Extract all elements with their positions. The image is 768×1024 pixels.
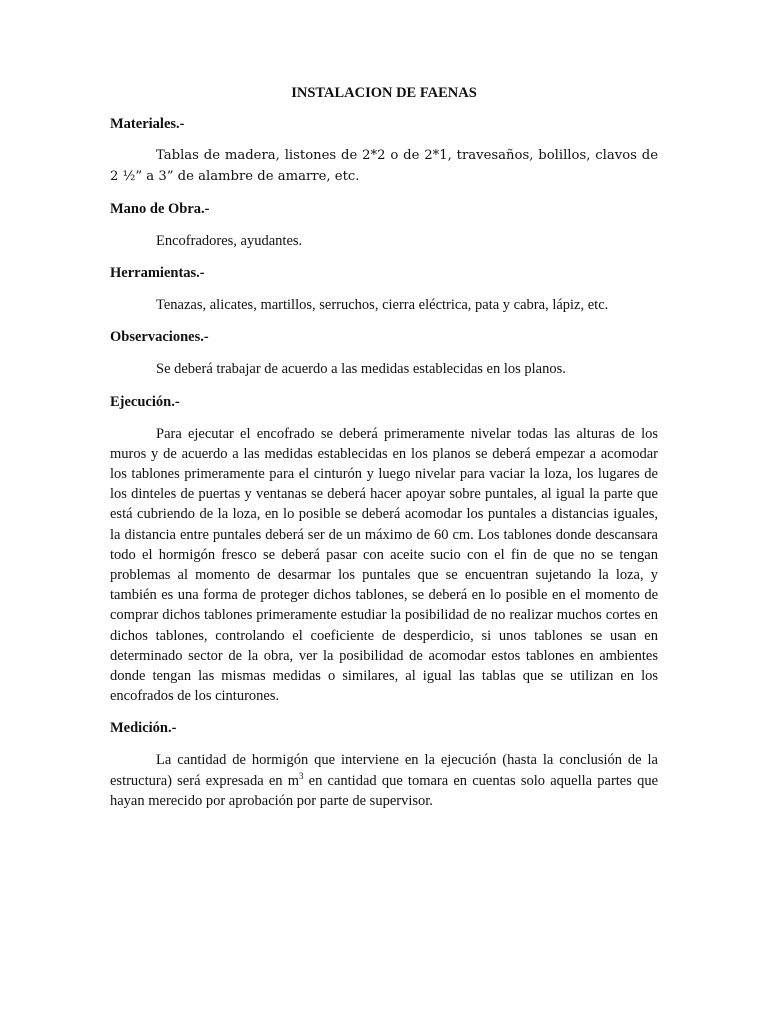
section-heading-materiales: Materiales.- (110, 116, 185, 132)
section-heading-ejecucion: Ejecución.- (110, 393, 180, 410)
section-heading-medicion: Medición.- (110, 720, 177, 737)
document-title: INSTALACION DE FAENAS (291, 85, 477, 101)
section-body-observaciones: Se deberá trabajar de acuerdo a las medidas establecidas en los planos. (156, 361, 566, 378)
section-body-medicion (110, 750, 658, 811)
section-heading-observaciones: Observaciones.- (110, 329, 209, 346)
cubic-superscript: 3 (298, 770, 304, 781)
section-heading-mano-de-obra: Mano de Obra.- (110, 201, 210, 217)
section-body-mano-de-obra: Encofradores, ayudantes. (156, 233, 303, 249)
section-body-materiales: Tablas de madera, listones de 2*2 o de 2*1, travesaños, bolillos, clavos de 2 ½” a 3” de alambre de amarre, etc. (110, 148, 658, 184)
section-body-ejecucion: Para ejecutar el encofrado se deberá primeramente nivelar todas las alturas de los muros y de acuerdo a las medidas establecidas en los planos se deberá empezar a acomodar los tablones primeramente para el cinturón y luego nivelar para vaciar la loza, los lugares de los dinteles de puertas y ventanas se deberá hacer apoyar sobre puntales, al igual la parte que está cubriendo de la loza, en lo posible se deberá acomodar los puntales a distancias iguales, la distancia entre puntales deberá ser de un máximo de 60 cm. Los tablones donde descansara todo el hormigón fresco se deberá pasar con aceite sucio con el fin de que no se tengan problemas al momento de desarmar los puntales que se encuentran sujetando la loza, y también es una forma de proteger dichos tablones, se deberá en lo posible en el momento de comprar dichos tablones primeramente estudiar la posibilidad de no realizar muchos cortes en dichos tablones, controlando el coeficiente de desperdicio, si unos tablones se usan en determinado sector de la obra, ver la posibilidad de acomodar estos tablones en ambientes donde tengan las mismas medidas o similares, al igual las tablas que se utilizan en los encofrados de los cinturones. (110, 425, 658, 705)
section-heading-herramientas: Herramientas.- (110, 265, 205, 282)
document-page (110, 82, 658, 823)
section-body-herramientas: Tenazas, alicates, martillos, serruchos, cierra eléctrica, pata y cabra, lápiz, etc. (156, 297, 609, 314)
medicion-text-after: en cantidad que tomara en cuentas solo aquella partes que hayan merecido por aprobación por parte de supervisor. (110, 772, 658, 809)
medicion-text-before: La cantidad de hormigón que interviene en la ejecución (hasta la conclusión de la estructura) será expresada en m (110, 752, 658, 789)
